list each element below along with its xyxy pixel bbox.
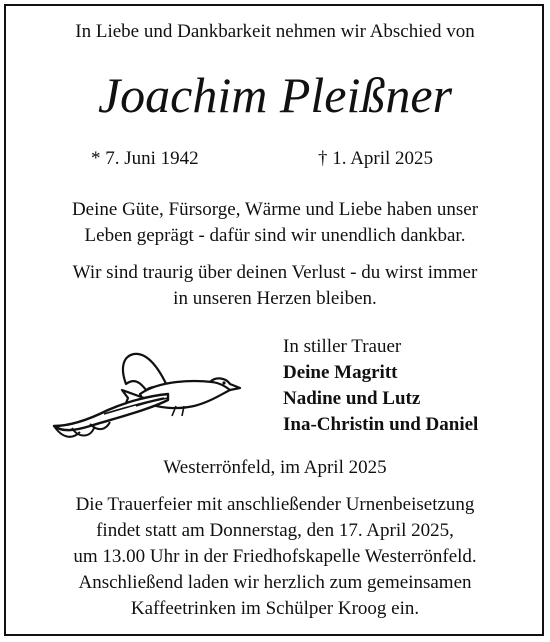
- tribute-line-2: Leben geprägt - dafür sind wir unendlich dankbar.: [84, 225, 466, 246]
- place-date: Westerrönfeld, im April 2025: [163, 457, 387, 478]
- intro-text: In Liebe und Dankbarkeit nehmen wir Abschied von: [75, 21, 475, 42]
- tribute-line-1: Deine Güte, Fürsorge, Wärme und Liebe haben unser: [71, 199, 479, 220]
- farewell-line-2: in unseren Herzen bleiben.: [173, 288, 377, 309]
- mourner-name: Deine Magritt: [283, 362, 398, 383]
- birth-date: * 7. Juni 1942: [91, 148, 199, 169]
- mourning-intro: In stiller Trauer: [283, 336, 402, 357]
- funeral-line-2: findet statt am Donnerstag, den 17. April 2025,: [96, 520, 454, 541]
- mourner-name: Ina-Christin und Daniel: [283, 414, 479, 435]
- seagull-icon: [44, 328, 244, 448]
- farewell-line-1: Wir sind traurig über deinen Verlust - du wirst immer: [72, 262, 478, 283]
- funeral-line-1: Die Trauerfeier mit anschließender Urnenbeisetzung: [75, 494, 475, 515]
- funeral-line-4: Anschließend laden wir herzlich zum gemeinsamen: [78, 572, 472, 593]
- mourner-name: Nadine und Lutz: [283, 388, 421, 409]
- funeral-line-5: Kaffeetrinken im Schülper Kroog ein.: [130, 598, 420, 619]
- death-date: † 1. April 2025: [318, 148, 434, 169]
- deceased-name: Joachim Pleißner: [97, 67, 453, 123]
- funeral-line-3: um 13.00 Uhr in der Friedhofskapelle Westerrönfeld.: [73, 546, 477, 567]
